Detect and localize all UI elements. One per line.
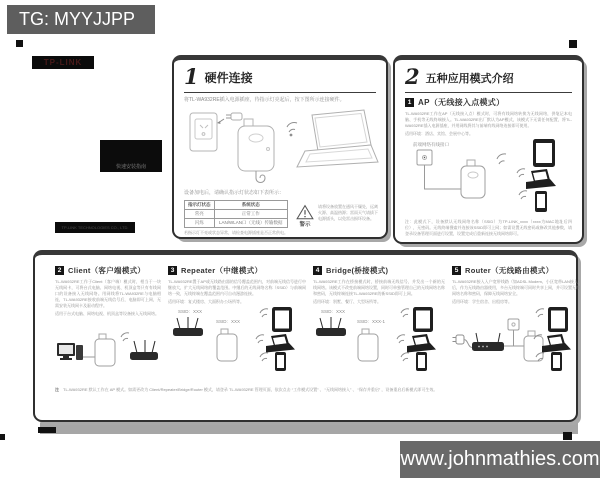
mode-name-ap: AP（无线接入点模式） [418, 98, 505, 107]
ap-mode-note: 注：此模式下，设备默认无线网络名称（SSID）为TP-LINK_xxxx（xxxx为MAC地址后四位），无密码。无线终端搜索并连接该SSID即可上网；如需设置无线密码或修改其他参数，请登录设备管理页面进行设置，设置完成后重新连接无线网络即可。 [405, 219, 572, 236]
mode-ap-environment: 适用环境：酒店、宾馆、会展中心等。 [405, 131, 473, 136]
scan-artifact-square [569, 40, 577, 48]
scan-artifact-square [16, 40, 23, 47]
panel-hardware-connection [172, 55, 388, 239]
mode-badge: 5 [452, 266, 461, 275]
smartphone-icon [551, 352, 562, 371]
bottom-note [55, 387, 564, 393]
port-label: 前端网络有线接口 [413, 142, 449, 147]
wifi-signal-icon [497, 154, 506, 164]
panel1-header [184, 64, 376, 89]
wifi-signal-icon [260, 309, 268, 317]
wall-socket-icon [417, 150, 432, 165]
wifi-signal-icon [536, 309, 544, 317]
repeater-mode-illustration [168, 305, 302, 371]
panel2-number: 2 [405, 64, 420, 89]
tplink-logo: TP-LINK [32, 56, 94, 69]
mode-client-environment: 适用于台式电脑、网络电视、机顶盒等设备接入无线网络。 [55, 311, 159, 316]
cover-title-block [100, 140, 162, 172]
power-plug-icon [453, 335, 473, 348]
wifi-signal-icon [401, 309, 409, 317]
tablet-icon [272, 307, 292, 332]
range-extender-icon [217, 329, 237, 361]
wall-socket-icon [508, 319, 519, 330]
panel-application-modes [393, 55, 584, 244]
wifi-signal-icon [519, 191, 527, 199]
panel2-header [405, 64, 572, 89]
router-icon [316, 317, 346, 336]
modem-icon [472, 333, 504, 351]
table-row: 闪烁 LAN/WLAN口（无线）传输数据 [185, 219, 288, 228]
panel2-title: 五种应用模式介绍 [425, 73, 514, 85]
mode-name-router: Router（无线路由模式） [465, 266, 554, 275]
warning-block [296, 204, 378, 236]
range-extender-icon [95, 334, 115, 366]
cover-title-text: 快速安装指南 [115, 164, 146, 170]
scan-artifact-square [0, 434, 5, 440]
divider [184, 92, 376, 93]
tg-watermark-label: TG: MYYJJPP [7, 5, 155, 34]
client-mode-illustration [55, 317, 159, 379]
table-note: 若指示灯不亮或状态异常，请检查电源插座是否正常供电。 [184, 230, 288, 235]
range-extender-icon [524, 331, 543, 361]
mode-section-client [55, 263, 161, 384]
ssid-label: SSID：XXX [321, 309, 346, 314]
panel1-intro: 将TL-WA932RE插入电源插座，待指示灯亮起后，按下图所示连接硬件。 [184, 97, 345, 103]
ssid-label: SSID：XXX-1 [357, 319, 386, 324]
divider [405, 92, 572, 93]
smartphone-icon [535, 191, 547, 212]
router-icon [130, 340, 158, 360]
bridge-mode-illustration [313, 305, 443, 371]
wifi-signal-icon [260, 353, 268, 361]
ethernet-cable [256, 171, 265, 183]
mode-badge: 1 [405, 98, 414, 107]
desktop-pc-icon [57, 343, 83, 360]
range-extender-icon [238, 119, 274, 183]
mode-repeater-environment: 适用环境：复式楼房、大面积办公场所等。 [168, 299, 244, 304]
wall-socket-icon [190, 113, 217, 151]
ssid-label: SSID：XXX [178, 309, 203, 314]
mode-section-router [452, 263, 580, 384]
led-status-table [184, 200, 288, 228]
wifi-signal-icon [121, 333, 129, 341]
cover-footer-bar: TP-LINK TECHNOLOGIES CO., LTD. [55, 222, 135, 233]
laptop-icon [297, 110, 378, 167]
laptop-icon [407, 334, 436, 353]
panel-modes-2-5 [33, 250, 578, 422]
panel1-title: 硬件连接 [204, 71, 253, 85]
smartphone-icon [275, 352, 286, 371]
ethernet-cable [504, 330, 524, 346]
laptop-icon [526, 169, 556, 189]
warning-text: 请将设备放置在通风干燥处，远离火源、高温热源；雷雨天气请拔下电源插头，以免雷击损坏设备。 [318, 204, 378, 221]
mode-name-client: Client（客户端模式） [68, 266, 146, 275]
ssid-label: SSID：XXX [216, 319, 241, 324]
note-text: TL-WA932RE 默认工作在 AP 模式。如需更改为 Client/Repeater/Bridge/Router 模式，请登录 TL-WA932RE 管理页面，依次点击 “工作模式设置” 、 “无线网络接入” 、 “保存并重启” ，设备重启后新模式即可生效。 [63, 387, 438, 392]
range-extender-icon [461, 160, 485, 198]
panel1-caption: 设备加电后，请确认指示灯状态如下表所示： [184, 189, 285, 196]
led-table-header: 系统状态 [214, 201, 288, 210]
router-icon [173, 317, 203, 336]
warning-label: 警示 [299, 222, 311, 228]
mode-section-repeater [168, 263, 306, 384]
ap-mode-illustration [405, 137, 575, 213]
table-row: 常亮 正常工作 [185, 210, 288, 219]
tablet-icon [548, 307, 568, 332]
mode-client-description: TL-WA932RE工作于Client（客户端）模式时，相当于一块无线网卡，可将台式电脑、网络电视、机顶盒等只有有线网口的设备接入无线网络。用网线将TL-WA932RE与电脑相连，TL-WA932RE接收前端无线信号后，电脑即可上网，无需安装无线网卡及驱动程序。 [55, 279, 161, 308]
smartphone-icon [416, 352, 427, 371]
site-watermark-label: www.johnmathies.com [400, 441, 600, 478]
mode-ap-description: TL-WA932RE工作在AP（无线接入点）模式时，可将有线网络转换为无线网络，供笔记本电脑、手机等无线终端接入。TL-WA932RE出厂默认为AP模式，该模式下无需任何配置，将TL-WA932RE插入电源插座，并用网线将其与前端有线网络连接即可使用。 [405, 111, 572, 128]
scan-shadow-band [40, 423, 578, 434]
tablet-icon [413, 307, 433, 332]
power-plug-icon [217, 113, 242, 124]
note-prefix: 注 [55, 387, 59, 392]
ethernet-cable [425, 165, 462, 189]
mode-name-repeater: Repeater（中继模式） [181, 266, 263, 275]
wifi-signal-icon [401, 353, 409, 361]
led-table-header: 指示灯状态 [185, 201, 215, 210]
wifi-signal-icon [287, 122, 297, 135]
mode-repeater-description: TL-WA932RE置于AP或无线路由器的信号覆盖范围内，对前端无线信号进行中继放大，扩大无线网络的覆盖范围。中继后的无线网络名称（SSID）与前端网络一致，无线终端在覆盖范围内可自动漫游连接。 [168, 279, 306, 296]
mode-router-description: TL-WA932RE接入入户宽带线路（如ADSL Modem、小区宽带LAN接入）后，作为无线路由器使用，多台无线终端可同时共享上网，并可设置无线网络名称和密码，保障无线网络安全。 [452, 279, 580, 296]
tablet-icon [533, 139, 555, 167]
mode-badge: 2 [55, 266, 64, 275]
scan-artifact-label [38, 427, 56, 433]
mode-badge: 4 [313, 266, 322, 275]
laptop-icon [542, 334, 571, 353]
range-extender-icon [358, 329, 378, 361]
mode-bridge-environment: 适用环境：别墅、餐厅、大型场所等。 [313, 299, 381, 304]
warning-triangle-icon [296, 204, 314, 220]
mode-badge: 3 [168, 266, 177, 275]
scan-artifact-square [563, 432, 572, 440]
hardware-connection-illustration [184, 105, 379, 185]
wifi-signal-icon [517, 169, 525, 177]
panel1-number: 1 [184, 64, 199, 89]
laptop-icon [266, 334, 295, 353]
router-mode-illustration [452, 305, 578, 371]
wifi-signal-icon [256, 335, 264, 343]
mode-router-environment: 适用环境：学生宿舍、出租房等。 [452, 299, 512, 304]
mode-name-bridge: Bridge(桥接模式) [326, 266, 389, 275]
mode-bridge-description: TL-WA932RE工作在桥接模式时，桥接前端无线信号，并发出一个新的无线网络。该模式不改变前端网络设置，同时可单独管理自己的无线网络名称和密码，无线终端连接TL-WA932RE的新SSID即可上网。 [313, 279, 445, 296]
mode-section-bridge [313, 263, 445, 384]
wifi-signal-icon [397, 335, 405, 343]
